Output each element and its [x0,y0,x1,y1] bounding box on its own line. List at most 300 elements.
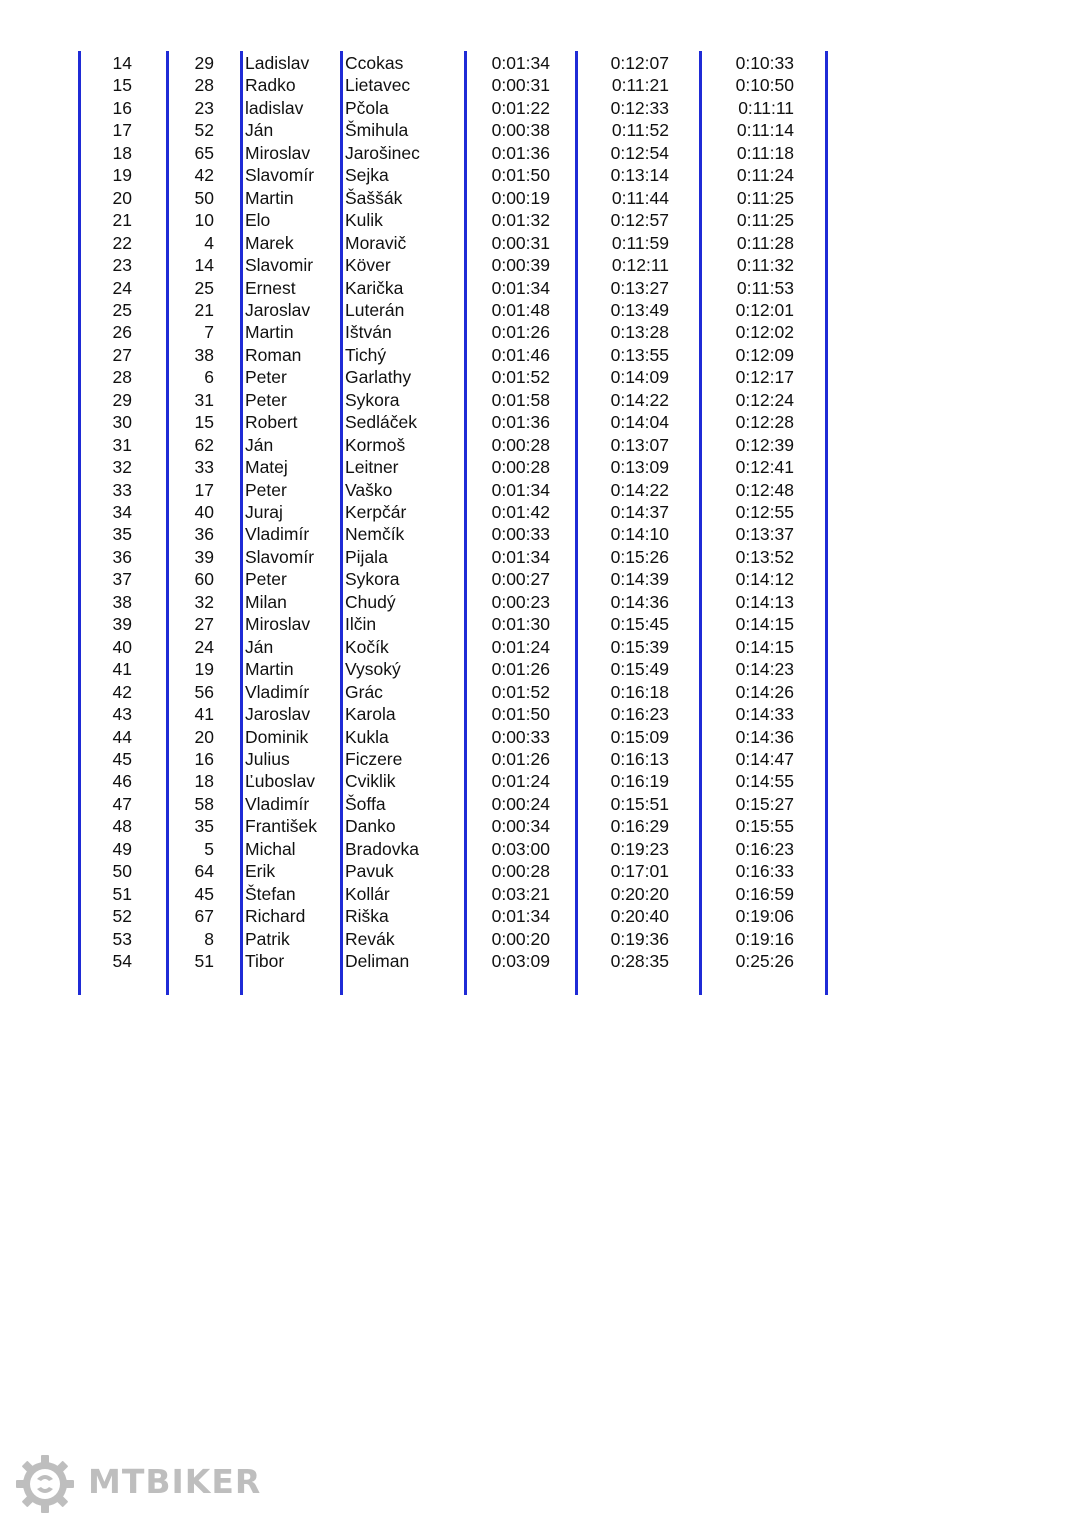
first-name-cell: Peter [245,389,287,410]
rank-cell: 48 [112,816,132,837]
first-name-cell: František [245,816,317,837]
last-name-cell: Ficzere [345,748,403,769]
rank-cell: 45 [112,748,132,769]
last-name-cell: Pčola [345,97,389,118]
table-row [78,726,828,748]
time-2-cell: 0:14:39 [610,569,669,590]
rank-cell: 22 [112,232,132,253]
first-name-cell: Radko [245,75,296,96]
time-2-cell: 0:20:40 [610,906,669,927]
table-row [78,591,828,613]
time-3-cell: 0:12:17 [735,367,794,388]
table-row [78,613,828,635]
first-name-cell: Peter [245,569,287,590]
rank-cell: 38 [112,591,132,612]
last-name-cell: Ištván [345,322,392,343]
rank-cell: 18 [112,142,132,163]
time-2-cell: 0:16:23 [610,704,669,725]
last-name-cell: Garlathy [345,367,412,388]
first-name-cell: Slavomír [245,546,315,567]
time-2-cell: 0:14:22 [610,479,669,500]
time-1-cell: 0:01:34 [491,479,550,500]
time-2-cell: 0:13:55 [610,344,669,365]
table-row [78,860,828,882]
rank-cell: 29 [112,389,132,410]
rank-cell: 35 [112,524,132,545]
time-1-cell: 0:01:26 [491,748,550,769]
rank-cell: 32 [112,457,132,478]
time-2-cell: 0:14:10 [610,524,669,545]
rank-cell: 17 [112,120,132,141]
table-row [78,523,828,545]
time-2-cell: 0:19:36 [610,928,669,949]
last-name-cell: Tichý [345,344,387,365]
time-1-cell: 0:00:27 [491,569,550,590]
time-2-cell: 0:13:09 [610,457,669,478]
start-number-cell: 52 [194,120,214,141]
table-row [78,770,828,792]
time-2-cell: 0:28:35 [610,951,669,971]
time-1-cell: 0:00:20 [491,928,550,949]
time-3-cell: 0:13:52 [735,546,794,567]
first-name-cell: Martin [245,659,294,680]
first-name-cell: Robert [245,412,298,433]
rank-cell: 41 [112,659,132,680]
last-name-cell: Kukla [345,726,389,747]
time-2-cell: 0:13:28 [610,322,669,343]
rank-cell: 34 [112,502,132,522]
last-name-cell: Vysoký [345,659,401,680]
last-name-cell: Lietavec [345,75,411,96]
last-name-cell: Luterán [345,299,405,320]
rank-cell: 26 [112,322,132,343]
start-number-cell: 27 [194,614,214,635]
start-number-cell: 62 [194,434,214,455]
last-name-cell: Sedláček [345,412,417,433]
time-2-cell: 0:15:26 [610,546,669,567]
last-name-cell: Kulik [345,210,383,231]
time-2-cell: 0:15:51 [610,793,669,814]
last-name-cell: Köver [345,255,391,276]
table-row [78,119,828,141]
time-2-cell: 0:11:44 [611,187,669,208]
start-number-cell: 60 [194,569,214,590]
first-name-cell: Štefan [245,883,296,904]
time-1-cell: 0:01:58 [491,389,550,410]
last-name-cell: Deliman [345,951,410,971]
last-name-cell: Karička [345,277,404,298]
start-number-cell: 25 [194,277,214,298]
time-1-cell: 0:00:39 [491,255,550,276]
table-row [78,277,828,299]
table-row [78,928,828,950]
start-number-cell: 42 [194,165,214,186]
rank-cell: 43 [112,704,132,725]
table-row [78,366,828,388]
time-2-cell: 0:14:36 [610,591,669,612]
start-number-cell: 41 [194,704,214,725]
start-number-cell: 10 [194,210,214,231]
start-number-cell: 39 [194,546,214,567]
start-number-cell: 36 [194,524,214,545]
time-1-cell: 0:00:23 [491,591,550,612]
time-3-cell: 0:12:24 [735,389,794,410]
first-name-cell: Matej [245,457,288,478]
time-2-cell: 0:17:01 [610,861,669,882]
table-row [78,950,828,972]
rank-cell: 37 [112,569,132,590]
time-2-cell: 0:13:27 [610,277,669,298]
table-row [78,815,828,837]
first-name-cell: Slavomir [245,255,314,276]
time-1-cell: 0:01:34 [491,546,550,567]
rank-cell: 54 [112,951,132,971]
table-row [78,546,828,568]
last-name-cell: Moravič [345,232,407,253]
time-3-cell: 0:15:55 [735,816,794,837]
table-row [78,142,828,164]
time-2-cell: 0:13:07 [610,434,669,455]
first-name-cell: Dominik [245,726,309,747]
table-row [78,164,828,186]
time-1-cell: 0:01:32 [491,210,550,231]
last-name-cell: Šaššák [345,187,403,208]
table-row [78,501,828,523]
first-name-cell: Vladimír [245,681,310,702]
start-number-cell: 18 [194,771,214,792]
table-row [78,74,828,96]
first-name-cell: Tibor [245,951,285,971]
time-3-cell: 0:12:28 [735,412,794,433]
time-2-cell: 0:15:49 [610,659,669,680]
time-1-cell: 0:01:34 [491,906,550,927]
table-row [78,254,828,276]
time-2-cell: 0:12:33 [610,97,669,118]
time-1-cell: 0:03:09 [491,951,550,971]
start-number-cell: 64 [194,861,214,882]
time-1-cell: 0:01:30 [491,614,550,635]
time-2-cell: 0:12:07 [610,53,669,73]
table-row [78,793,828,815]
time-2-cell: 0:16:13 [610,748,669,769]
time-3-cell: 0:11:18 [736,142,794,163]
time-3-cell: 0:14:55 [735,771,794,792]
start-number-cell: 5 [204,838,214,859]
rank-cell: 40 [112,636,132,657]
start-number-cell: 28 [194,75,214,96]
time-2-cell: 0:11:52 [611,120,669,141]
start-number-cell: 19 [194,659,214,680]
start-number-cell: 17 [194,479,214,500]
table-row [78,479,828,501]
table-row [78,838,828,860]
time-3-cell: 0:11:14 [736,120,794,141]
rank-cell: 36 [112,546,132,567]
start-number-cell: 20 [194,726,214,747]
table-row [78,321,828,343]
first-name-cell: Ernest [245,277,296,298]
start-number-cell: 14 [194,255,214,276]
time-2-cell: 0:15:45 [610,614,669,635]
time-3-cell: 0:16:23 [735,838,794,859]
time-3-cell: 0:19:06 [735,906,794,927]
rank-cell: 15 [112,75,132,96]
time-1-cell: 0:01:50 [491,704,550,725]
table-row [78,344,828,366]
first-name-cell: Peter [245,479,287,500]
start-number-cell: 40 [194,502,214,522]
rank-cell: 39 [112,614,132,635]
time-2-cell: 0:14:04 [610,412,669,433]
start-number-cell: 21 [194,299,214,320]
table-row [78,568,828,590]
time-3-cell: 0:10:50 [735,75,794,96]
table-row [78,636,828,658]
time-3-cell: 0:15:27 [735,793,794,814]
table-row [78,411,828,433]
start-number-cell: 15 [194,412,214,433]
table-row [78,52,828,74]
time-1-cell: 0:03:21 [491,883,550,904]
time-3-cell: 0:19:16 [735,928,794,949]
time-2-cell: 0:19:23 [610,838,669,859]
time-1-cell: 0:01:24 [491,771,550,792]
start-number-cell: 8 [204,928,214,949]
time-2-cell: 0:12:54 [610,142,669,163]
first-name-cell: Ľuboslav [245,771,316,792]
rank-cell: 19 [112,165,132,186]
time-1-cell: 0:01:52 [491,367,550,388]
first-name-cell: Martin [245,322,294,343]
first-name-cell: Vladimír [245,793,310,814]
time-3-cell: 0:14:15 [735,614,794,635]
table-row [78,232,828,254]
start-number-cell: 51 [194,951,214,971]
time-3-cell: 0:14:15 [735,636,794,657]
table-row [78,658,828,680]
first-name-cell: Erik [245,861,276,882]
time-3-cell: 0:12:02 [735,322,794,343]
time-3-cell: 0:25:26 [735,951,794,971]
time-3-cell: 0:11:53 [736,277,794,298]
start-number-cell: 35 [194,816,214,837]
last-name-cell: Grác [345,681,383,702]
table-row [78,187,828,209]
time-2-cell: 0:14:22 [610,389,669,410]
rank-cell: 52 [112,906,132,927]
time-1-cell: 0:00:28 [491,457,550,478]
table-row [78,434,828,456]
last-name-cell: Sykora [345,389,400,410]
rank-cell: 30 [112,412,132,433]
last-name-cell: Karola [345,704,396,725]
rank-cell: 42 [112,681,132,702]
first-name-cell: Marek [245,232,294,253]
first-name-cell: Roman [245,344,302,365]
time-1-cell: 0:00:38 [491,120,550,141]
start-number-cell: 7 [204,322,214,343]
last-name-cell: Pavuk [345,861,394,882]
start-number-cell: 32 [194,591,214,612]
table-row [78,748,828,770]
time-3-cell: 0:14:13 [735,591,794,612]
time-1-cell: 0:01:42 [491,502,550,522]
start-number-cell: 58 [194,793,214,814]
first-name-cell: Martin [245,187,294,208]
time-2-cell: 0:15:09 [610,726,669,747]
last-name-cell: Nemčík [345,524,405,545]
start-number-cell: 67 [194,906,214,927]
first-name-cell: Jaroslav [245,299,311,320]
last-name-cell: Šmihula [345,120,409,141]
time-3-cell: 0:12:55 [735,502,794,522]
table-row [78,97,828,119]
time-3-cell: 0:14:47 [735,748,794,769]
time-2-cell: 0:20:20 [610,883,669,904]
rank-cell: 28 [112,367,132,388]
time-1-cell: 0:01:22 [491,97,550,118]
first-name-cell: Ján [245,434,274,455]
last-name-cell: Bradovka [345,838,419,859]
time-1-cell: 0:01:46 [491,344,550,365]
rank-cell: 47 [112,793,132,814]
time-3-cell: 0:12:39 [735,434,794,455]
last-name-cell: Jarošinec [345,142,420,163]
start-number-cell: 45 [194,883,214,904]
time-3-cell: 0:11:25 [736,210,794,231]
first-name-cell: Slavomír [245,165,315,186]
first-name-cell: Vladimír [245,524,310,545]
time-1-cell: 0:00:24 [491,793,550,814]
last-name-cell: Šoffa [345,793,386,814]
time-1-cell: 0:00:31 [491,232,550,253]
time-1-cell: 0:00:34 [491,816,550,837]
last-name-cell: Pijala [345,546,388,567]
time-1-cell: 0:01:52 [491,681,550,702]
time-2-cell: 0:13:49 [610,299,669,320]
time-1-cell: 0:01:26 [491,322,550,343]
time-3-cell: 0:11:32 [736,255,794,276]
last-name-cell: Leitner [345,457,399,478]
start-number-cell: 56 [194,681,214,702]
results-table [78,51,828,995]
last-name-cell: Vaško [345,479,393,500]
first-name-cell: Julius [245,748,290,769]
time-1-cell: 0:01:48 [491,299,550,320]
start-number-cell: 38 [194,344,214,365]
first-name-cell: Michal [245,838,296,859]
start-number-cell: 24 [194,636,214,657]
rank-cell: 20 [112,187,132,208]
start-number-cell: 4 [204,232,214,253]
last-name-cell: Sejka [345,165,389,186]
start-number-cell: 65 [194,142,214,163]
time-1-cell: 0:01:26 [491,659,550,680]
last-name-cell: Cviklik [345,771,396,792]
watermark-text: MTBIKER [88,1462,262,1501]
start-number-cell: 50 [194,187,214,208]
time-1-cell: 0:00:33 [491,726,550,747]
table-row [78,389,828,411]
time-3-cell: 0:14:36 [735,726,794,747]
table-row [78,905,828,927]
rank-cell: 50 [112,861,132,882]
first-name-cell: Elo [245,210,271,231]
rank-cell: 25 [112,299,132,320]
time-1-cell: 0:01:34 [491,277,550,298]
time-2-cell: 0:14:09 [610,367,669,388]
time-2-cell: 0:15:39 [610,636,669,657]
rank-cell: 23 [112,255,132,276]
table-row [78,883,828,905]
rank-cell: 14 [112,53,132,73]
time-2-cell: 0:11:59 [611,232,669,253]
last-name-cell: Kerpčár [345,502,407,522]
time-3-cell: 0:10:33 [735,53,794,73]
last-name-cell: Revák [345,928,395,949]
time-1-cell: 0:03:00 [491,838,550,859]
first-name-cell: Miroslav [245,614,311,635]
time-3-cell: 0:11:25 [736,187,794,208]
time-3-cell: 0:14:33 [735,704,794,725]
table-row [78,209,828,231]
first-name-cell: Richard [245,906,306,927]
time-2-cell: 0:12:57 [610,210,669,231]
time-1-cell: 0:00:28 [491,434,550,455]
time-3-cell: 0:11:28 [736,232,794,253]
time-3-cell: 0:11:11 [738,97,794,118]
time-3-cell: 0:12:48 [735,479,794,500]
first-name-cell: Miroslav [245,142,311,163]
start-number-cell: 6 [204,367,214,388]
rank-cell: 21 [112,210,132,231]
last-name-cell: Kormoš [345,434,406,455]
rank-cell: 49 [112,838,132,859]
time-2-cell: 0:16:29 [610,816,669,837]
time-3-cell: 0:14:12 [735,569,794,590]
start-number-cell: 31 [194,389,214,410]
first-name-cell: ladislav [245,97,304,118]
time-1-cell: 0:01:36 [491,142,550,163]
time-1-cell: 0:01:34 [491,53,550,73]
time-1-cell: 0:00:31 [491,75,550,96]
last-name-cell: Kollár [345,883,390,904]
first-name-cell: Juraj [245,502,283,522]
rank-cell: 27 [112,344,132,365]
first-name-cell: Ladislav [245,53,310,73]
time-3-cell: 0:16:33 [735,861,794,882]
last-name-cell: Riška [345,906,389,927]
table-row [78,703,828,725]
start-number-cell: 29 [194,53,214,73]
time-3-cell: 0:14:26 [735,681,794,702]
table-row [78,299,828,321]
rank-cell: 33 [112,479,132,500]
first-name-cell: Jaroslav [245,704,311,725]
rank-cell: 31 [112,434,132,455]
time-3-cell: 0:14:23 [735,659,794,680]
time-2-cell: 0:11:21 [611,75,669,96]
rank-cell: 53 [112,928,132,949]
first-name-cell: Ján [245,120,274,141]
time-2-cell: 0:14:37 [610,502,669,522]
time-2-cell: 0:12:11 [611,255,669,276]
first-name-cell: Milan [245,591,287,612]
table-row [78,456,828,478]
last-name-cell: Ilčin [345,614,377,635]
time-2-cell: 0:16:18 [610,681,669,702]
first-name-cell: Ján [245,636,274,657]
